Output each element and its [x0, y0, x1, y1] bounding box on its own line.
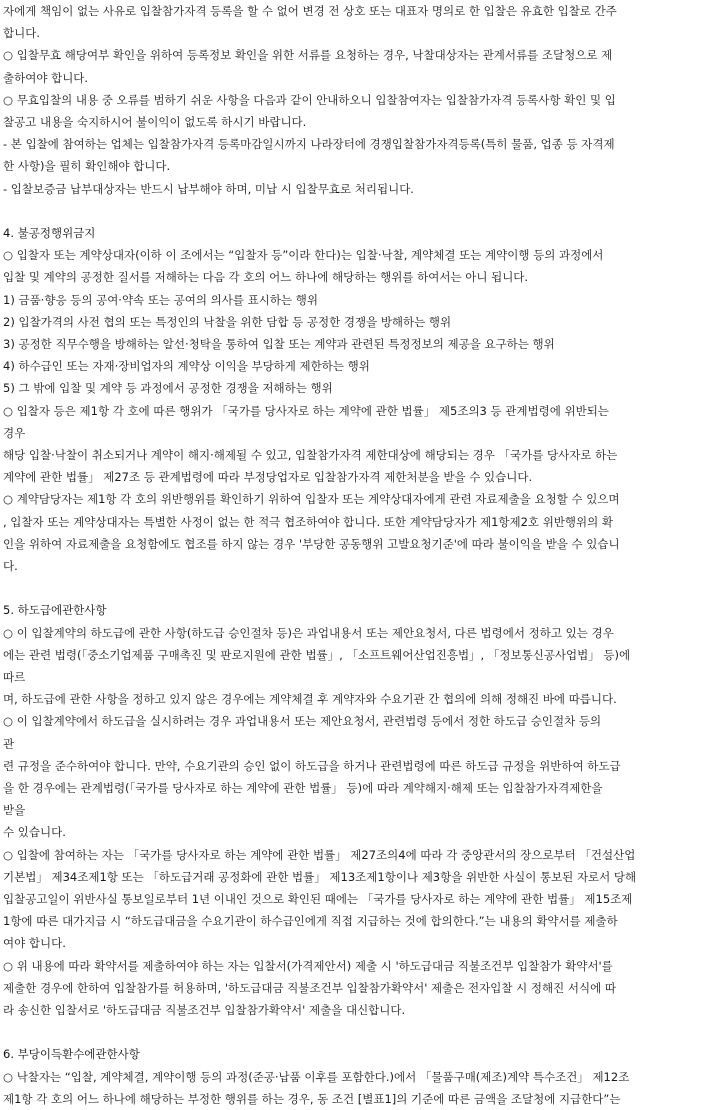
blank-line [3, 200, 715, 222]
section-heading: 4. 불공정행위금지 [3, 226, 96, 240]
text-line: ○ 입찰무효 해당여부 확인을 위하여 등록정보 확인을 위한 서류를 요청하는 경우, 낙찰대상자는 관계서류를 조달청으로 제 [3, 48, 613, 63]
text-line: 다. [3, 559, 18, 573]
text-line: 해당 입찰·낙찰이 취소되거나 계약이 해지·해제될 수 있고, 입찰참가자격 제한대상에 해당되는 경우 「국가를 당사자로 하는 [3, 448, 618, 462]
text-line: 합니다. [3, 26, 40, 41]
text-line: 제출한 경우에 한하여 입찰참가를 허용하며, '하도급대금 직불조건부 입찰참가확약서' 제출은 전자입찰 시 정해진 서식에 따 [3, 980, 616, 995]
text-line: 받을 [3, 803, 26, 818]
text-line: 5) 그 밖에 입찰 및 계약 등 과정에서 공정한 경쟁을 저해하는 행위 [3, 381, 333, 396]
text-line: 출하여야 합니다. [3, 70, 89, 85]
text-line: 여야 합니다. [3, 936, 66, 951]
text-line: - 본 입찰에 참여하는 업체는 입찰참가자격 등록마감일시까지 나라장터에 경쟁입찰참가자격등록(특히 물품, 업종 등 자격제 [3, 137, 615, 152]
text-line: 기본법」 제34조제1항 또는 「하도급거래 공정화에 관한 법률」 제13조제1항이나 제3항을 위반한 사실이 통보된 자로서 당해 [3, 869, 637, 884]
text-line: 입찰 및 계약의 공정한 질서를 저해하는 다음 각 호의 어느 하나에 해당하는 행위를 하여서는 아니 됩니다. [3, 270, 529, 285]
text-line: ○ 입찰에 참여하는 자는 「국가를 당사자로 하는 계약에 관한 법률」 제27조의4에 따라 각 중앙관서의 장으로부터 「건설산업 [3, 847, 636, 862]
text-line: ○ 입찰자 또는 계약상대자(이하 이 조에서는 “입찰자 등”이라 한다)는 입찰·낙찰, 계약체결 또는 계약이행 등의 과정에서 [3, 248, 604, 263]
text-line: 입찰공고일이 위반사실 통보일로부터 1년 이내인 것으로 확인된 때에는 「국가를 당사자로 하는 계약에 관한 법률」 제15조제 [3, 892, 633, 906]
text-line: ○ 계약담당자는 제1항 각 호의 위반행위를 확인하기 위하여 입찰자 또는 계약상대자에게 관련 자료제출을 요청할 수 있으며 [3, 492, 620, 507]
text-line: 에는 관련 법령(「중소기업제품 구매촉진 및 판로지원에 관한 법률」, 「소프트웨어산업진흥법」, 「정보통신공사업법」 등)에 [3, 647, 631, 662]
text-line: 계약에 관한 법률」 제27조 등 관계법령에 따라 부정당업자로 입찰참가자격 제한처분을 받을 수 있습니다. [3, 470, 533, 485]
text-line: ○ 이 입찰계약의 하도급에 관한 사항(하도급 승인절차 등)은 과업내용서 또는 제안요청서, 다른 법령에서 정하고 있는 경우 [3, 625, 614, 640]
text-line: 3) 공정한 직무수행을 방해하는 알선·청탁을 통하여 입찰 또는 계약과 관련된 특정정보의 제공을 요구하는 행위 [3, 337, 555, 351]
text-line: ○ 낙찰자는 “입찰, 계약체결, 계약이행 등의 과정(준공·납품 이후를 포함한다.)에서 「물품구매(제조)계약 특수조건」 제12조 [3, 1069, 630, 1084]
text-line: 따르 [3, 670, 26, 684]
text-line: 경우 [3, 425, 26, 440]
text-line: , 입찰자 또는 계약상대자는 특별한 사정이 없는 한 적극 협조하여야 합니다. 또한 계약담당자가 제1항제2호 위반행위의 확 [3, 514, 614, 529]
text-line: 4) 하수급인 또는 자재·장비업자의 계약상 이익을 부당하게 제한하는 행위 [3, 359, 370, 374]
text-line: ○ 무효입찰의 내용 중 오류를 범하기 쉬운 사항을 다음과 같이 안내하오니 입찰참여자는 입찰참가자격 등록사항 확인 및 입 [3, 92, 616, 107]
text-line: 한 사항)을 필히 확인해야 합니다. [3, 159, 171, 174]
section-heading: 5. 하도급에관한사항 [3, 603, 107, 618]
blank-line [3, 577, 715, 599]
text-line: 제1항 각 호의 어느 하나에 해당하는 부정한 행위를 하는 경우, 동 조건 [별표1]의 기준에 따른 금액을 조달청에 지급한다”는 [3, 1091, 621, 1106]
text-line: 며, 하도급에 관한 사항을 정하고 있지 않은 경우에는 계약체결 후 계약자와 수요기관 간 협의에 의해 정해진 바에 따릅니다. [3, 692, 617, 707]
section-heading: 6. 부당이득환수에관한사항 [3, 1047, 140, 1062]
text-line: ○ 이 입찰계약에서 하도급을 실시하려는 경우 과업내용서 또는 제안요청서, 관련법령 등에서 정한 하도급 승인절차 등의 [3, 714, 602, 729]
text-line: - 입찰보증금 납부대상자는 반드시 납부해야 하며, 미납 시 입찰무효로 처리됩니다. [3, 181, 414, 196]
text-line: 련 규정을 준수하여야 합니다. 만약, 수요기관의 승인 없이 하도급을 하거나 관련법령에 따른 하도급 규정을 위반하여 하도급 [3, 758, 621, 773]
text-line: 1) 금품·향응 등의 공여·약속 또는 공여의 의사를 표시하는 행위 [3, 292, 318, 307]
blank-line [3, 1021, 715, 1043]
text-line: 2) 입찰가격의 사전 협의 또는 특정인의 낙찰을 위한 담합 등 공정한 경쟁을 방해하는 행위 [3, 314, 452, 329]
text-line: 1항에 따른 대가지급 시 “하도급대금을 수요기관이 하수급인에게 직접 지급하는 것에 합의한다.”는 내용의 확약서를 제출하 [3, 914, 618, 929]
text-line: ○ 위 내용에 따라 확약서를 제출하여야 하는 자는 입찰서(가격제안서) 제출 시 '하도급대금 직불조건부 입찰참가 확약서'를 [3, 958, 613, 973]
text-line: ○ 입찰자 등은 제1항 각 호에 따른 행위가 「국가를 당사자로 하는 계약에 관한 법률」 제5조의3 등 관계법령에 위반되는 [3, 403, 609, 418]
text-line: 자에게 책임이 없는 사유로 입찰참가자격 등록을 할 수 없어 변경 전 상호 또는 대표자 명의로 한 입찰은 유효한 입찰로 간주 [3, 4, 617, 18]
text-line: 수 있습니다. [3, 825, 66, 840]
text-line: 을 한 경우에는 관계법령(「국가를 당사자로 하는 계약에 관한 법률」 등)에 따라 계약해지·해제 또는 입찰참가자격제한을 [3, 781, 603, 795]
text-line: 라 송신한 입찰서로 '하도급대금 직불조건부 입찰참가확약서' 제출을 대신합니다. [3, 1003, 406, 1017]
text-line: 찰공고 내용을 숙지하시어 불이익이 없도록 하시기 바랍니다. [3, 115, 307, 129]
text-line: 관 [3, 736, 15, 751]
text-line: 인을 위하여 자료제출을 요청함에도 협조를 하지 않는 경우 '부당한 공동행위 고발요청기준'에 따라 불이익을 받을 수 있습니 [3, 536, 620, 551]
